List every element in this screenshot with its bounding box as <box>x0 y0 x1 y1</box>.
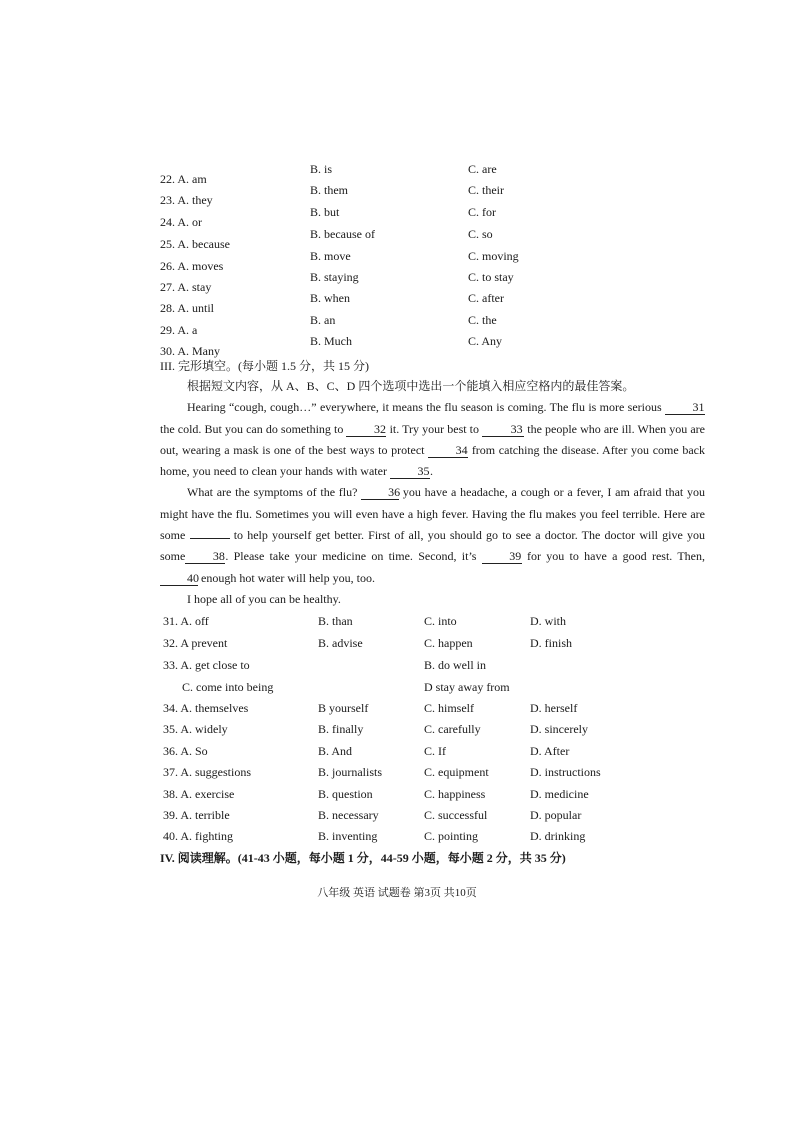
paragraph-2: What are the symptoms of the flu? 36 you have a headache, a cough or a fever, I am afraid that you might have the flu. Sometimes you will even have a high fever. Having the flu makes you feel terrible. Here are some to help yourself get better. First of all, you should go to see a doctor. The doctor will give you some 38. Please take your medicine on time. Second, it’s 39 for you to have a good rest. Then, 40 enough hot water will help you, too. <box>160 485 705 585</box>
option-a: 29. A. a <box>160 323 198 337</box>
option-row-36 <box>0 744 794 765</box>
option-row-23 <box>0 183 794 207</box>
blank-33: 33 <box>482 422 524 437</box>
option-d: D. sincerely <box>530 722 588 736</box>
option-c: C. into <box>424 614 457 628</box>
option-b: B. than <box>318 614 353 628</box>
option-c: C. the <box>468 313 497 327</box>
option-a: 35. A. widely <box>163 722 228 736</box>
option-c: C. so <box>468 227 493 241</box>
paragraph-3: I hope all of you can be healthy. <box>187 591 341 606</box>
option-row-25 <box>0 227 794 251</box>
option-a: 24. A. or <box>160 215 202 229</box>
blank-31: 31 <box>665 400 705 415</box>
option-c: C. for <box>468 205 496 219</box>
option-b: B. when <box>310 291 350 305</box>
option-a: 23. A. they <box>160 193 213 207</box>
option-a: 40. A. fighting <box>163 829 234 843</box>
option-a: 37. A. suggestions <box>163 765 252 779</box>
option-b: B. an <box>310 313 336 327</box>
blank-37 <box>190 538 230 539</box>
option-d: D. After <box>530 744 570 758</box>
section-4-heading: IV. 阅读理解。(41-43 小题，每小题 1 分，44-59 小题，每小题 2 分，共 35 分) <box>160 851 566 865</box>
option-row-34 <box>0 701 794 722</box>
blank-38: 38 <box>185 549 225 564</box>
option-d: D. with <box>530 614 566 628</box>
option-row-29 <box>0 313 794 337</box>
option-b: B. inventing <box>318 829 378 843</box>
option-b: B. question <box>318 787 373 801</box>
option-row-31 <box>0 614 794 635</box>
option-c: C. are <box>468 162 497 176</box>
option-b: B. necessary <box>318 808 379 822</box>
option-row-39 <box>0 808 794 829</box>
option-row-40 <box>0 829 794 850</box>
option-row-26 <box>0 249 794 273</box>
option-c: C. successful <box>424 808 488 822</box>
cloze-passage <box>160 376 705 610</box>
option-c: C. If <box>424 744 446 758</box>
option-b: B. but <box>310 205 340 219</box>
option-c: C. pointing <box>424 829 479 843</box>
option-d: D. medicine <box>530 787 589 801</box>
option-d: D. popular <box>530 808 582 822</box>
option-c: C. himself <box>424 701 474 715</box>
option-a: 28. A. until <box>160 301 215 315</box>
option-b: B. them <box>310 183 348 197</box>
option-d: D. instructions <box>530 765 601 779</box>
option-row-32 <box>0 636 794 657</box>
blank-34: 34 <box>428 443 468 458</box>
option-a: 33. A. get close to <box>163 658 250 672</box>
option-c: C. Any <box>468 334 503 348</box>
option-row-27 <box>0 270 794 294</box>
blank-36: 36 <box>361 485 399 500</box>
option-a: 27. A. stay <box>160 280 212 294</box>
option-row-35 <box>0 722 794 743</box>
option-b: B. because of <box>310 227 375 241</box>
blank-39: 39 <box>482 549 522 564</box>
option-row-38 <box>0 787 794 808</box>
option-d: D. finish <box>530 636 572 650</box>
option-c: C. happiness <box>424 787 486 801</box>
option-a: 31. A. off <box>163 614 209 628</box>
option-d: D. drinking <box>530 829 586 843</box>
blank-40: 40 <box>160 571 198 586</box>
option-row-24 <box>0 205 794 229</box>
option-a: 32. A prevent <box>163 636 228 650</box>
option-row-33 <box>0 658 794 679</box>
blank-32: 32 <box>346 422 386 437</box>
option-c: C. equipment <box>424 765 489 779</box>
section-3-heading: III. 完形填空。(每小题 1.5 分，共 15 分) <box>160 359 369 373</box>
option-row-33b <box>0 680 794 701</box>
option-a: 38. A. exercise <box>163 787 235 801</box>
blank-35: 35 <box>390 464 430 479</box>
option-b: B. is <box>310 162 333 176</box>
paragraph-1: Hearing “cough, cough…” everywhere, it means the flu season is coming. The flu is more serious 31 the cold. But you can do something to 32 it. Try your best to 33 the people who are ill. When you are out, wearing a mask is one of the best ways to protect 34 from catching the disease. After you come back home, you need to clean your hands with water 35. <box>160 400 706 479</box>
option-d: D stay away from <box>424 680 510 694</box>
instruction: 根据短文内容，从 A、B、C、D 四个选项中选出一个能填入相应空格内的最佳答案。 <box>187 379 635 393</box>
option-b: B. Much <box>310 334 352 348</box>
option-a: 36. A. So <box>163 744 208 758</box>
option-b: B. move <box>310 249 351 263</box>
option-a: 34. A. themselves <box>163 701 249 715</box>
option-b: B. finally <box>318 722 364 736</box>
option-row-22 <box>0 162 794 186</box>
option-a: 26. A. moves <box>160 259 224 273</box>
option-row-28 <box>0 291 794 315</box>
option-a: 22. A. am <box>160 172 207 186</box>
option-b: B yourself <box>318 701 369 715</box>
option-b: B. journalists <box>318 765 383 779</box>
option-d: D. herself <box>530 701 578 715</box>
option-c: C. moving <box>468 249 519 263</box>
option-c: C. after <box>468 291 504 305</box>
option-c: C. their <box>468 183 504 197</box>
option-b: B. do well in <box>424 658 486 672</box>
option-c: C. to stay <box>468 270 514 284</box>
option-c: C. happen <box>424 636 473 650</box>
option-b: B. advise <box>318 636 363 650</box>
option-a: 30. A. Many <box>160 344 220 358</box>
option-a: 39. A. terrible <box>163 808 230 822</box>
option-c: C. come into being <box>182 680 274 694</box>
option-c: C. carefully <box>424 722 481 736</box>
option-a: 25. A. because <box>160 237 230 251</box>
option-b: B. And <box>318 744 353 758</box>
page-footer: 八年级 英语 试题卷 第3页 共10页 <box>317 887 477 899</box>
option-row-37 <box>0 765 794 786</box>
option-row-30 <box>0 334 794 358</box>
option-b: B. staying <box>310 270 359 284</box>
